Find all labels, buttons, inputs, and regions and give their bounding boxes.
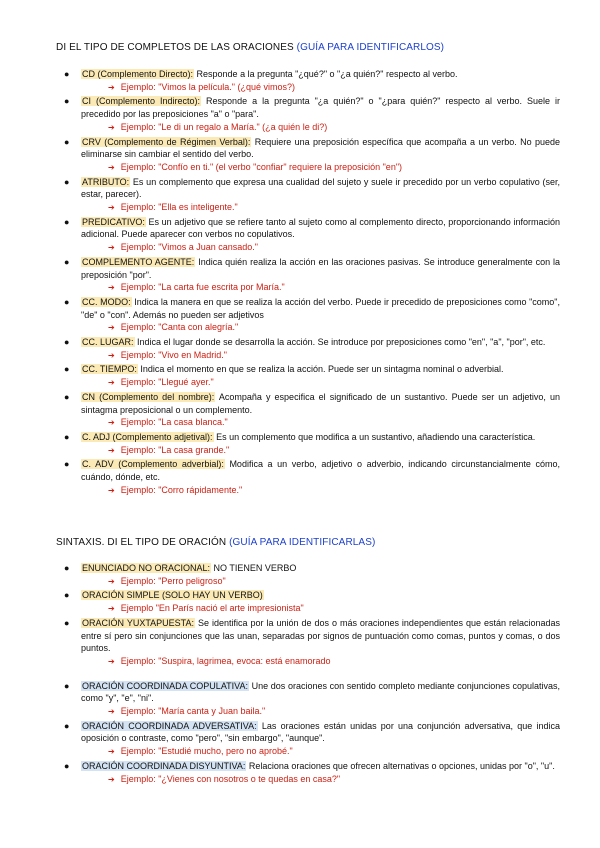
item-term: CRV (Complemento de Régimen Verbal): [82,136,251,147]
item-term: CN (Complemento del nombre): [82,391,215,402]
item-term: C. ADJ (Complemento adjetival): [82,431,213,442]
example-line [81,773,560,787]
arrow-right-icon: ➔ [108,656,115,666]
item-description: Responde a la pregunta "¿qué?" o "¿a quién?" respecto al verbo. [194,69,458,79]
example-text: Ejemplo: "Le di un regalo a María." (¿a quién le di?) [120,121,328,132]
list-item [56,589,560,615]
list-item [56,336,560,362]
item-term: PREDICATIVO: [82,216,145,227]
item-description: Indica la manera en que se realiza la acción del verbo. Puede ir precedido de preposiciones como "como", "de" o "con". Además no pueden ser adjetivos [81,296,561,320]
list-item [56,680,560,719]
section2-list [56,562,560,787]
item-term: CD (Complemento Directo): [82,69,194,79]
item-term: CC. MODO: [82,296,131,307]
example-text: Ejemplo: "Canta con alegría." [120,322,239,333]
example-line [81,745,560,759]
section1-subtitle: (GUÍA PARA IDENTIFICARLOS) [296,42,445,53]
item-description: Es un complemento que expresa una cualidad del sujeto y suele ir precedido por un verbo copulativo (ser, estar, parecer). [81,176,560,200]
arrow-right-icon: ➔ [108,378,115,388]
item-description: Indica el momento en que se realiza la acción. Puede ser un sintagma nominal o adverbial. [137,364,504,375]
arrow-right-icon: ➔ [108,774,115,784]
arrow-right-icon: ➔ [108,418,115,428]
bullet-icon: ● [64,176,70,187]
bullet-icon: ● [64,216,70,227]
bullet-icon: ● [64,590,70,601]
example-text: Ejemplo: "Vimos la película." (¿qué vimos?) [120,81,295,92]
item-description: Se identifica por la unión de dos o más oraciones independientes que están relacionadas entre sí pero sin conjunciones que las unan, separadas por signos de puntuación como comas, puntos y comas, o dos puntos. [81,617,560,654]
example-text: Ejemplo: "Suspira, lagrimea, evoca: está enamorado [120,655,331,666]
arrow-right-icon: ➔ [108,350,115,360]
example-line [81,655,560,669]
arrow-right-icon: ➔ [108,203,115,213]
bullet-icon: ● [64,617,70,628]
example-text: Ejemplo "En París nació el arte impresionista" [120,603,304,614]
list-item [56,431,560,457]
section2-subtitle: (GUÍA PARA IDENTIFICARLAS) [229,537,376,548]
example-text: Ejemplo: "¿Vienes con nosotros o te quedas en casa?" [120,773,341,784]
arrow-right-icon: ➔ [108,82,115,92]
example-text: Ejemplo: "Llegué ayer." [120,377,214,388]
example-line [81,281,560,295]
example-text: Ejemplo: "Perro peligroso" [120,575,226,586]
item-term: COMPLEMENTO AGENTE: [82,256,195,267]
bullet-icon: ● [64,136,70,147]
example-text: Ejemplo: "La casa grande." [120,444,230,455]
item-term: ORACIÓN COORDINADA ADVERSATIVA: [82,720,257,731]
bullet-icon: ● [64,69,70,79]
item-term: ORACIÓN YUXTAPUESTA: [82,617,195,628]
item-description: Modifica a un verbo, adjetivo o adverbio, indicando circunstancialmente cómo, cuándo, dónde, etc. [81,459,560,483]
item-term: CC. TIEMPO: [82,364,137,375]
list-item [56,216,560,255]
bullet-icon: ● [64,337,70,348]
example-text: Ejemplo: "Confío en ti." (el verbo "confiar" requiere la preposición "en") [120,161,403,172]
item-term: ORACIÓN COORDINADA DISYUNTIVA: [82,760,246,771]
item-term: CI (Complemento Indirecto): [82,96,201,107]
list-item [56,363,560,389]
list-item [56,296,560,335]
spacer [56,670,560,680]
list-item [56,458,560,497]
item-term: ATRIBUTO: [82,176,130,187]
arrow-right-icon: ➔ [108,576,115,586]
section1-list [56,68,560,499]
example-text: Ejemplo: "Vivo en Madrid." [120,349,227,360]
example-text: Ejemplo: "María canta y Juan baila." [120,706,266,717]
list-item [56,760,560,786]
list-item [56,136,560,175]
list-item [56,176,560,215]
item-description: Une dos oraciones con sentido completo mediante conjunciones copulativas, como "y", "e", "ni". [81,680,560,704]
arrow-right-icon: ➔ [108,323,115,333]
example-text: Ejemplo: "Vimos a Juan cansado." [120,242,259,253]
list-item [56,391,560,430]
arrow-right-icon: ➔ [108,485,115,495]
item-description: Requiere una preposición específica que acompaña a un verbo. No puede eliminarse sin cambiar el sentido del verbo. [81,136,560,160]
bullet-icon: ● [64,459,70,470]
section2-heading [56,537,375,548]
example-text: Ejemplo: "Ella es inteligente." [120,202,238,213]
bullet-icon: ● [64,720,70,731]
bullet-icon: ● [64,364,70,375]
bullet-icon: ● [64,296,70,307]
item-term: ENUNCIADO NO ORACIONAL: [82,563,211,573]
item-description: Acompaña y especifica el significado de un sustantivo. Puede ser un adjetivo, un sintagma preposicional o un complemento. [81,391,560,415]
example-line [81,121,560,135]
item-description: Las oraciones están unidas por una conjunción adversativa, que indica oposición o contraste, como "pero", "sin embargo", "aunque". [81,720,561,744]
example-line [81,602,560,616]
item-description: Es un adjetivo que se refiere tanto al sujeto como al complemento directo, proporcionando información adicional. Puede aparecer con verbos no copulativos. [81,216,560,240]
bullet-icon: ● [64,96,70,107]
example-text: Ejemplo: "Estudié mucho, pero no aprobé." [120,746,293,757]
example-text: Ejemplo: "La carta fue escrita por María." [120,282,285,293]
section1-heading [56,42,444,53]
example-line [81,321,560,335]
arrow-right-icon: ➔ [108,707,115,717]
item-description: Indica el lugar donde se desarrolla la acción. Se introduce por preposiciones como "en", "a", "por", etc. [134,337,546,348]
example-line [81,161,560,175]
bullet-icon: ● [64,680,70,691]
item-description: Es un complemento que modifica a un sustantivo, añadiendo una característica. [213,431,536,442]
item-description: Indica quién realiza la acción en las oraciones pasivas. Se introduce generalmente con la preposición "por". [81,256,561,280]
example-line [81,81,560,95]
item-term: ORACIÓN SIMPLE (SOLO HAY UN VERBO) [82,590,263,601]
list-item [56,562,560,588]
bullet-icon: ● [64,391,70,402]
bullet-icon: ● [64,563,70,573]
example-text: Ejemplo: "Corro rápidamente." [120,484,243,495]
list-item [56,95,560,134]
example-line [81,444,560,458]
example-line [81,484,560,498]
section1-title: DI EL TIPO DE COMPLETOS DE LAS ORACIONES [56,42,297,53]
bullet-icon: ● [64,431,70,442]
arrow-right-icon: ➔ [108,604,115,614]
list-item [56,68,560,94]
arrow-right-icon: ➔ [108,243,115,253]
bullet-icon: ● [64,256,70,267]
example-line [81,241,560,255]
list-item [56,617,560,669]
example-line [81,575,560,589]
example-text: Ejemplo: "La casa blanca." [120,417,228,428]
example-line [81,416,560,430]
item-description: NO TIENEN VERBO [211,563,297,573]
bullet-icon: ● [64,760,70,771]
list-item [56,256,560,295]
item-term: ORACIÓN COORDINADA COPULATIVA: [82,680,248,691]
item-term: CC. LUGAR: [82,337,134,348]
item-description: Relaciona oraciones que ofrecen alternativas o opciones, unidas por "o", "u". [246,760,555,771]
section2-title: SINTAXIS. DI EL TIPO DE ORACIÓN [56,537,230,548]
example-line [81,349,560,363]
arrow-right-icon: ➔ [108,747,115,757]
example-line [81,376,560,390]
arrow-right-icon: ➔ [108,122,115,132]
item-description: Responde a la pregunta "¿a quién?" o "¿para quién?" respecto al verbo. Suele ir precedido por las preposiciones "a" o "para". [81,96,561,120]
arrow-right-icon: ➔ [108,445,115,455]
example-line [81,201,560,215]
example-line [81,705,560,719]
list-item [56,720,560,759]
arrow-right-icon: ➔ [108,283,115,293]
arrow-right-icon: ➔ [108,162,115,172]
item-term: C. ADV (Complemento adverbial): [82,459,224,470]
